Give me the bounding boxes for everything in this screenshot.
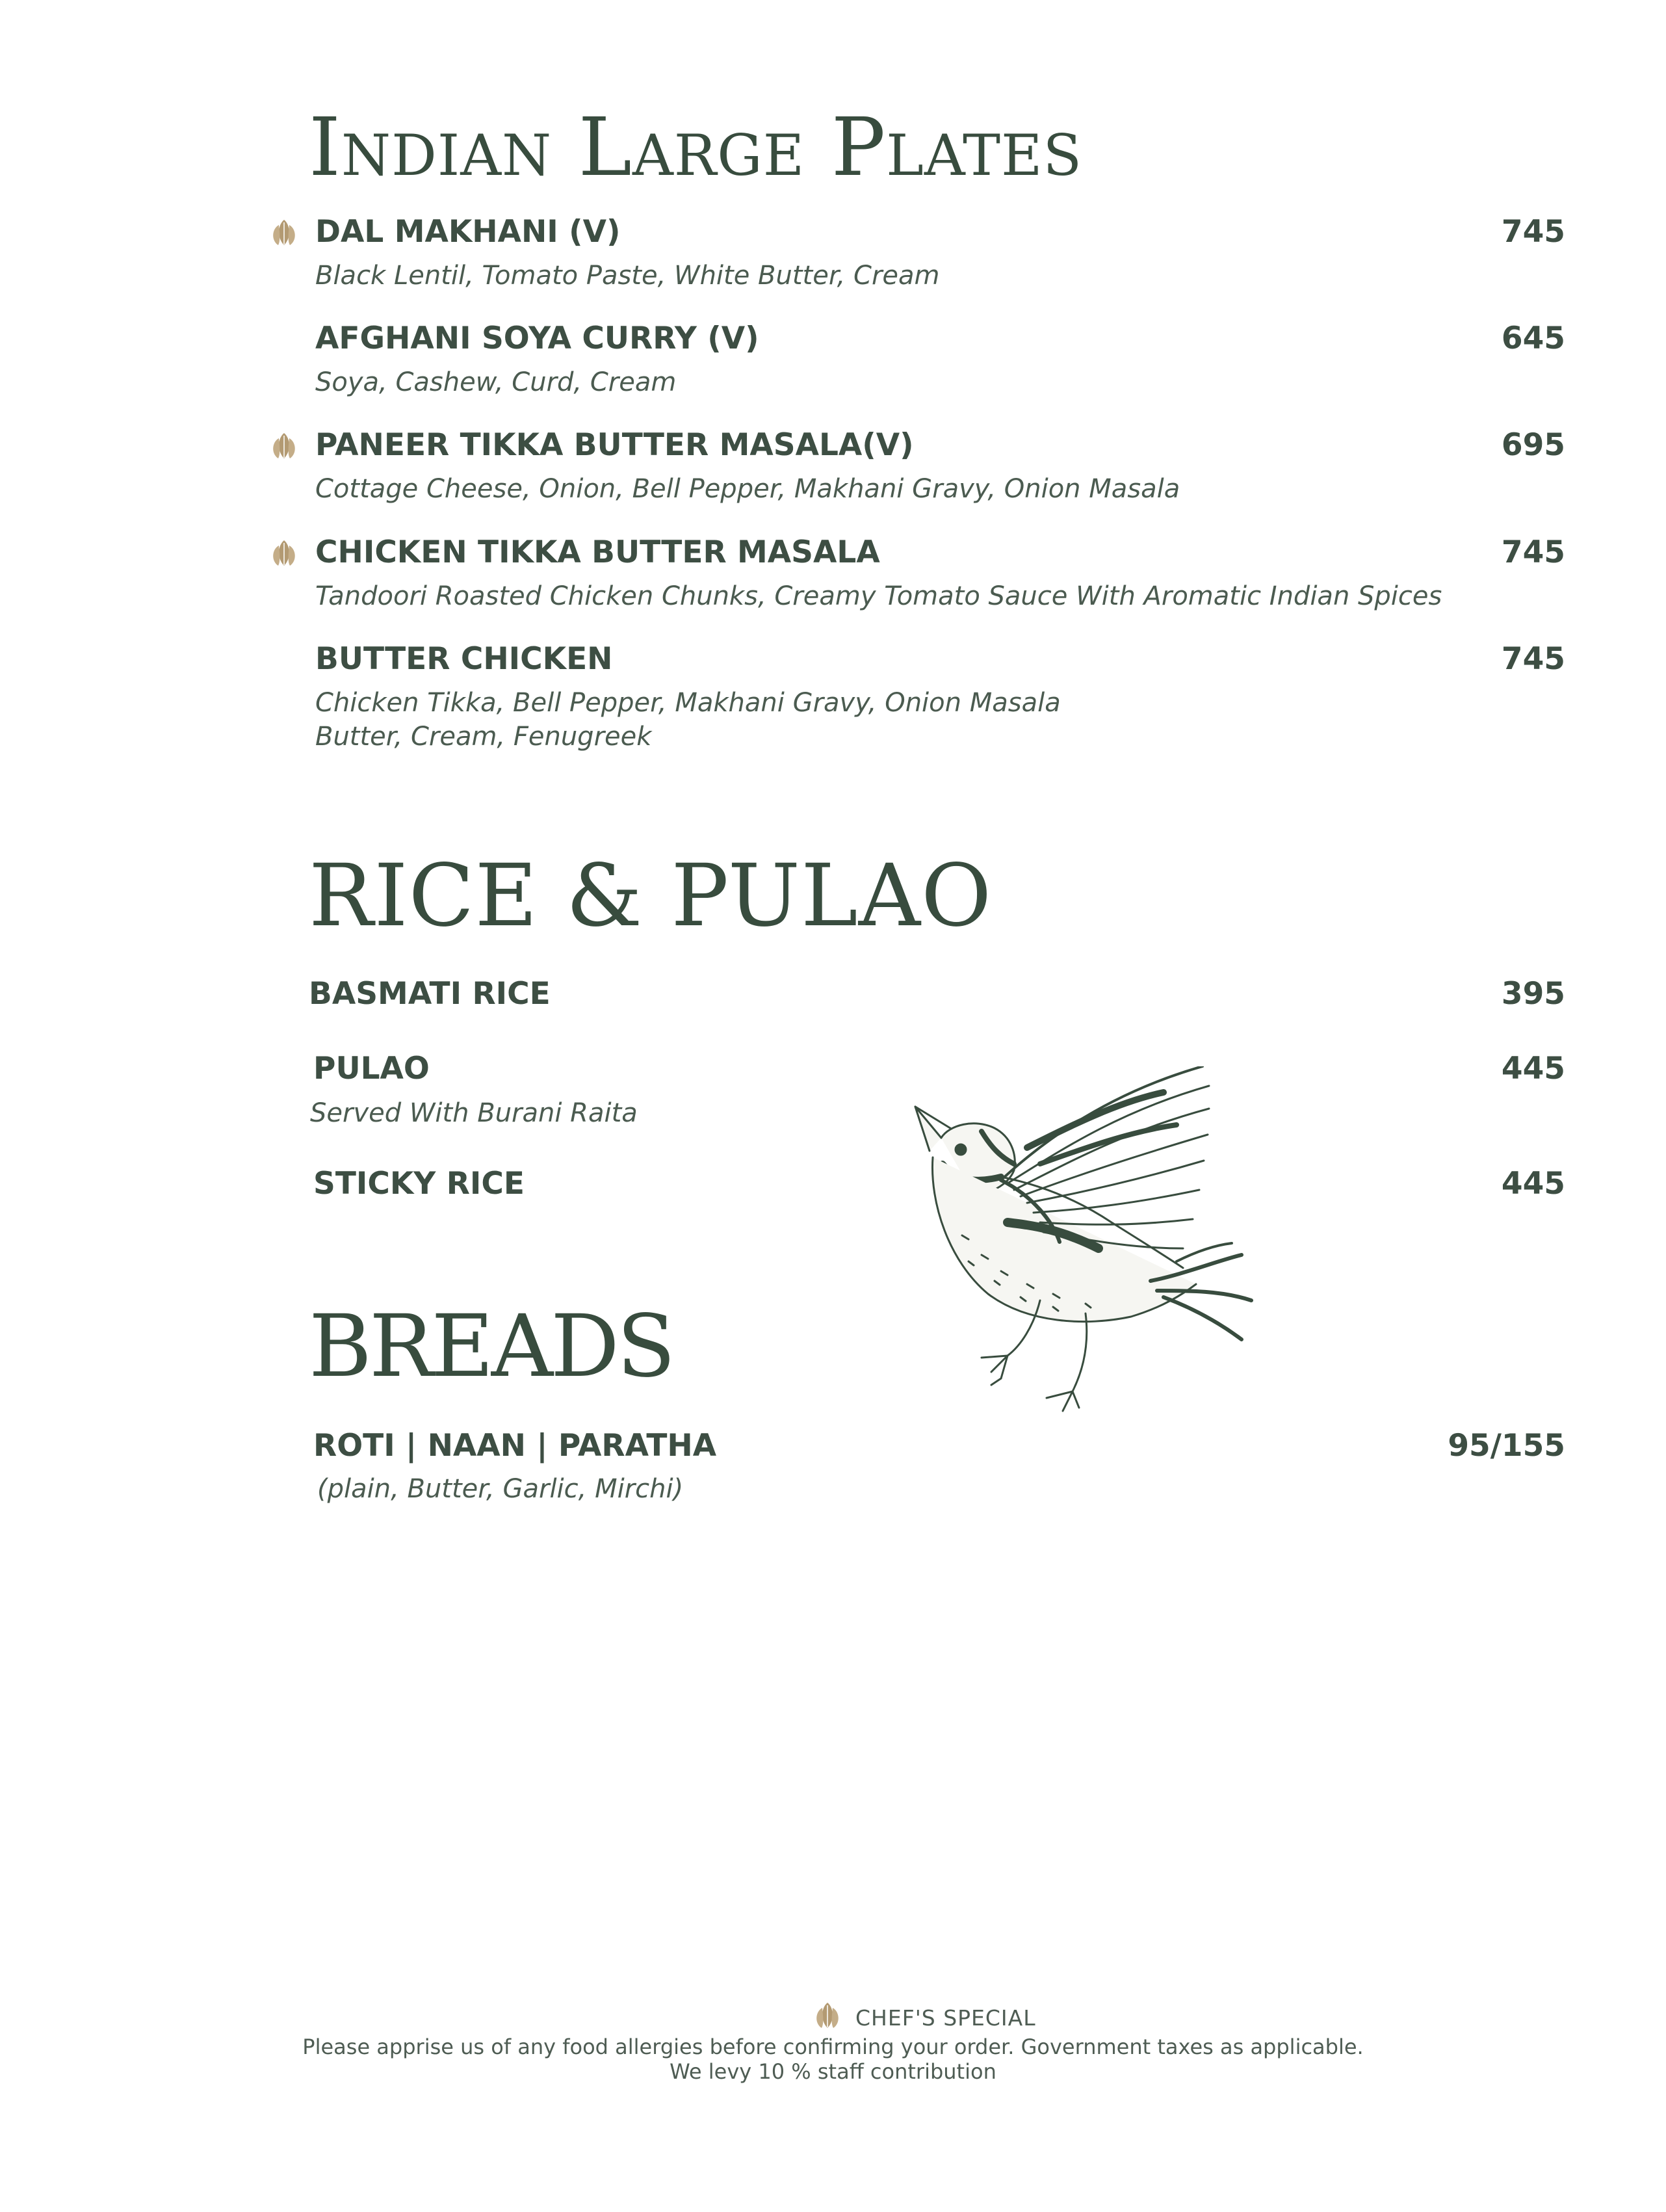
menu-item-description: (plain, Butter, Garlic, Mirchi) [317,1474,684,1504]
leaf-icon [269,430,299,460]
menu-item-price: 445 [1501,1166,1565,1202]
leaf-icon [269,217,299,247]
menu-item-name: DAL MAKHANI (V) [315,214,621,250]
leaf-icon [269,538,299,568]
menu-item-name: ROTI | NAAN | PARATHA [313,1428,717,1464]
menu-item-description: Served With Burani Raita [310,1098,638,1128]
menu-item-name: PULAO [313,1051,430,1086]
menu-item-name: BUTTER CHICKEN [315,641,613,677]
bird-illustration [904,1066,1268,1456]
menu-item-description: Butter, Cream, Fenugreek [315,722,652,752]
menu-item-price: 745 [1501,641,1565,677]
menu-item-price: 745 [1501,534,1565,570]
menu-item-name: BASMATI RICE [309,976,551,1012]
menu-item-name: CHICKEN TIKKA BUTTER MASALA [315,534,880,570]
menu-item-description: Soya, Cashew, Curd, Cream [315,367,677,397]
menu-item-price: 445 [1501,1051,1565,1086]
menu-item-price: 95/155 [1448,1428,1565,1464]
staff-contribution-notice: We levy 10 % staff contribution [670,2059,996,2084]
menu-item-price: 695 [1501,427,1565,463]
section-title-breads: BREADS [309,1297,673,1397]
menu-item-description: Chicken Tikka, Bell Pepper, Makhani Gravy, Onion Masala [315,688,1061,718]
leaf-icon [813,2000,842,2030]
menu-item-description: Cottage Cheese, Onion, Bell Pepper, Makhani Gravy, Onion Masala [315,474,1180,504]
menu-item-price: 745 [1501,214,1565,250]
section-title-indian-large-plates: Indian Large Plates [309,101,1083,194]
menu-item-name: PANEER TIKKA BUTTER MASALA(V) [315,427,914,463]
menu-item-price: 395 [1501,976,1565,1012]
menu-item-name: STICKY RICE [313,1166,525,1202]
legend-label: CHEF'S SPECIAL [855,2005,1036,2031]
menu-item-description: Tandoori Roasted Chicken Chunks, Creamy Tomato Sauce With Aromatic Indian Spices [315,581,1442,611]
menu-item-name: AFGHANI SOYA CURRY (V) [315,321,759,356]
menu-item-description: Black Lentil, Tomato Paste, White Butter, Cream [315,261,940,291]
section-title-rice-pulao: RICE & PULAO [309,846,993,946]
menu-item-price: 645 [1501,321,1565,356]
allergy-notice: Please apprise us of any food allergies before confirming your order. Government taxes as applicable. [302,2034,1364,2059]
